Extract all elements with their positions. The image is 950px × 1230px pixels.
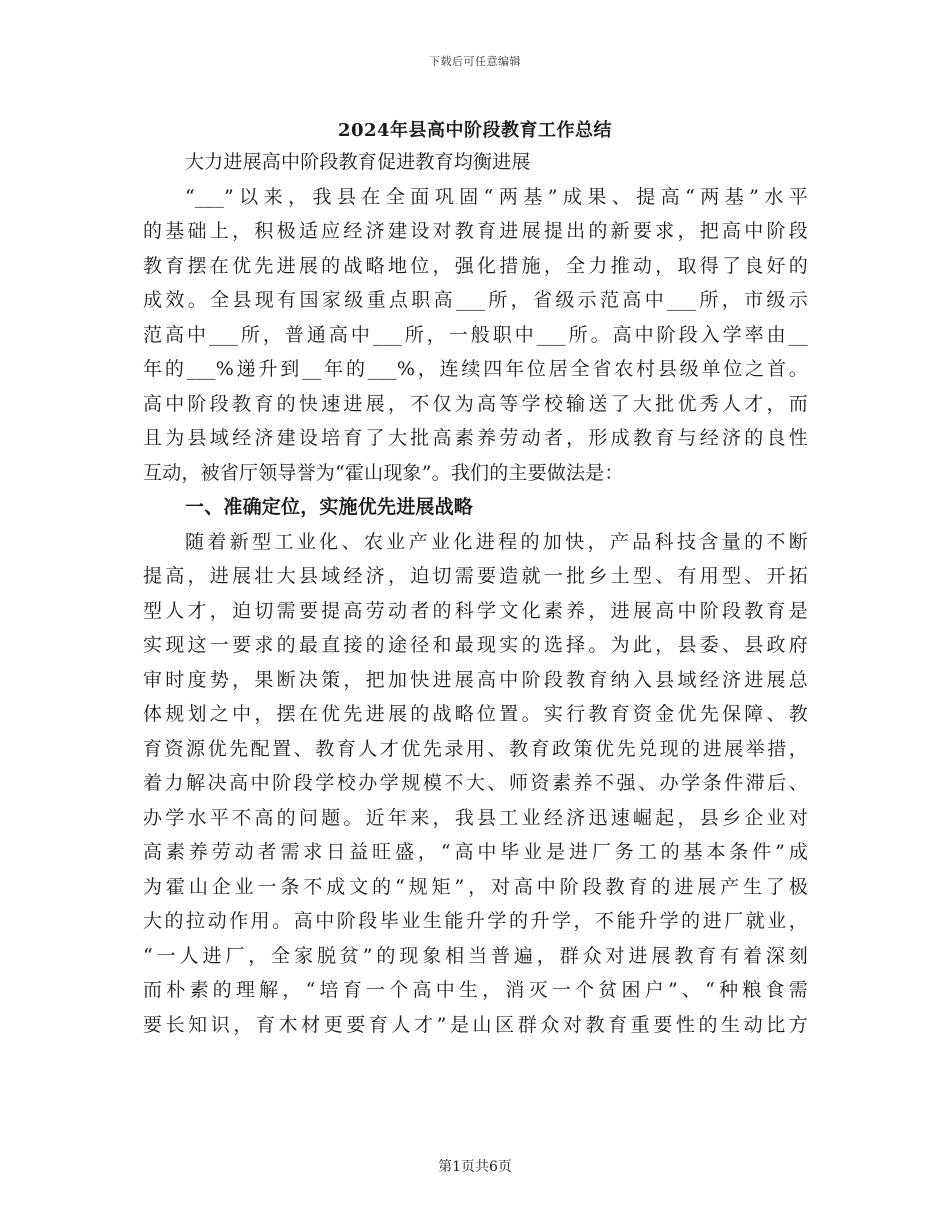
body-line: 而朴素的理解，“培育一个高中生，消灭一个贫困户”、“种粮食需 xyxy=(143,979,808,1001)
document-body xyxy=(143,145,808,1042)
body-line: 范高中___所，普通高中___所，一般职中___所。高中阶段入学率由__ xyxy=(143,323,808,346)
body-line: 成效。全县现有国家级重点职高___所，省级示范高中___所，市级示 xyxy=(143,289,808,311)
document-title: 2024年县高中阶段教育工作总结 xyxy=(337,120,613,141)
body-line: 年的___%递升到__年的___%，连续四年位居全省农村县级单位之首。 xyxy=(143,358,808,380)
body-line: “一人进厂，全家脱贫”的现象相当普遍，群众对进展教育有着深刻 xyxy=(143,944,808,967)
body-line: 高中阶段教育的快速进展，不仅为高等学校输送了大批优秀人才，而 xyxy=(143,392,808,415)
body-line: 为霍山企业一条不成文的“规矩”，对高中阶段教育的进展产生了极 xyxy=(143,875,808,898)
body-line: 审时度势，果断决策，把加快进展高中阶段教育纳入县域经济进展总 xyxy=(143,668,808,691)
body-line: 随着新型工业化、农业产业化进程的加快，产品科技含量的不断 xyxy=(185,530,808,553)
body-line: 提高，进展壮大县域经济，迫切需要造就一批乡土型、有用型、开拓 xyxy=(143,565,808,587)
body-line: 型人才，迫切需要提高劳动者的科学文化素养，进展高中阶段教育是 xyxy=(143,599,808,622)
body-line: 体规划之中，摆在优先进展的战略位置。实行教育资金优先保障、教 xyxy=(143,703,808,725)
body-line: 实现这一要求的最直接的途径和最现实的选择。为此，县委、县政府 xyxy=(143,634,808,656)
header-note: 下载后可任意编辑 xyxy=(429,55,521,68)
body-line: 的基础上，积极适应经济建设对教育进展提出的新要求，把高中阶段 xyxy=(143,220,808,242)
body-line: 育资源优先配置、教育人才优先录用、教育政策优先兑现的进展举措， xyxy=(143,737,808,760)
body-line: 且为县域经济建设培育了大批高素养劳动者，形成教育与经济的良性 xyxy=(143,427,808,449)
body-line: 着力解决高中阶段学校办学规模不大、师资素养不强、办学条件滞后、 xyxy=(143,772,808,794)
body-line: 教育摆在优先进展的战略地位，强化措施，全力推动，取得了良好的 xyxy=(143,254,808,277)
body-line: 互动，被省厅领导誉为“霍山现象”。我们的主要做法是： xyxy=(143,461,624,484)
body-line: 高素养劳动者需求日益旺盛，“高中毕业是进厂务工的基本条件”成 xyxy=(143,841,808,863)
body-line: 要长知识，育木材更要育人才”是山区群众对教育重要性的生动比方 xyxy=(143,1013,808,1036)
subtitle-line: 大力进展高中阶段教育促进教育均衡进展 xyxy=(185,151,531,173)
body-line: “___”以来，我县在全面巩固“两基”成果、提高“两基”水平 xyxy=(185,185,808,208)
body-line: 大的拉动作用。高中阶段毕业生能升学的升学，不能升学的进厂就业， xyxy=(143,910,808,932)
section-heading: 一、准确定位，实施优先进展战略 xyxy=(185,496,474,518)
body-line: 办学水平不高的问题。近年来，我县工业经济迅速崛起，县乡企业对 xyxy=(143,806,808,829)
page-footer: 第1页共6页 xyxy=(438,1159,512,1175)
